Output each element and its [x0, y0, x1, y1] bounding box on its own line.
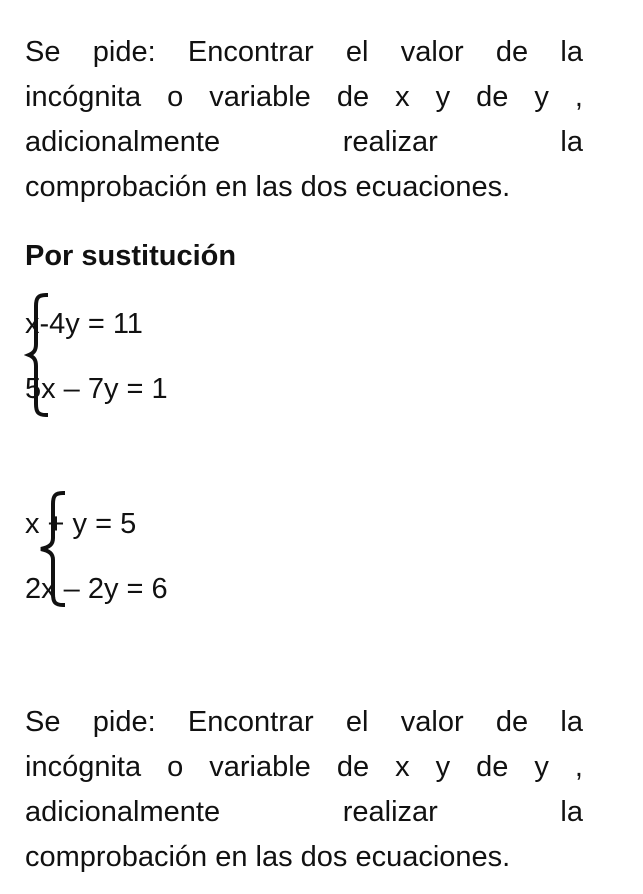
left-brace-icon [24, 292, 54, 418]
paragraph-line: comprobación en las dos ecuaciones. [25, 171, 511, 203]
section-heading: Por sustitución [25, 240, 237, 272]
equation-2: 2x – 2y = 6 [25, 573, 168, 605]
paragraph-line: adicionalmente realizar la [25, 796, 583, 828]
paragraph-line: incógnita o variable de x y de y , [25, 81, 583, 113]
paragraph-line: incógnita o variable de x y de y , [25, 751, 583, 783]
instructions-paragraph-bottom [25, 700, 583, 880]
equation-system-1 [22, 290, 322, 430]
instructions-paragraph-top [25, 30, 583, 210]
equation-2: 5x – 7y = 1 [25, 373, 168, 405]
equation-system-2 [22, 490, 322, 630]
paragraph-line: comprobación en las dos ecuaciones. [25, 841, 511, 873]
paragraph-line: Se pide: Encontrar el valor de la [25, 36, 583, 68]
equation-1: x-4y = 11 [25, 308, 143, 340]
left-brace-icon [38, 490, 68, 608]
paragraph-line: Se pide: Encontrar el valor de la [25, 706, 583, 738]
paragraph-line: adicionalmente realizar la [25, 126, 583, 158]
equation-1: x + y = 5 [25, 508, 137, 540]
